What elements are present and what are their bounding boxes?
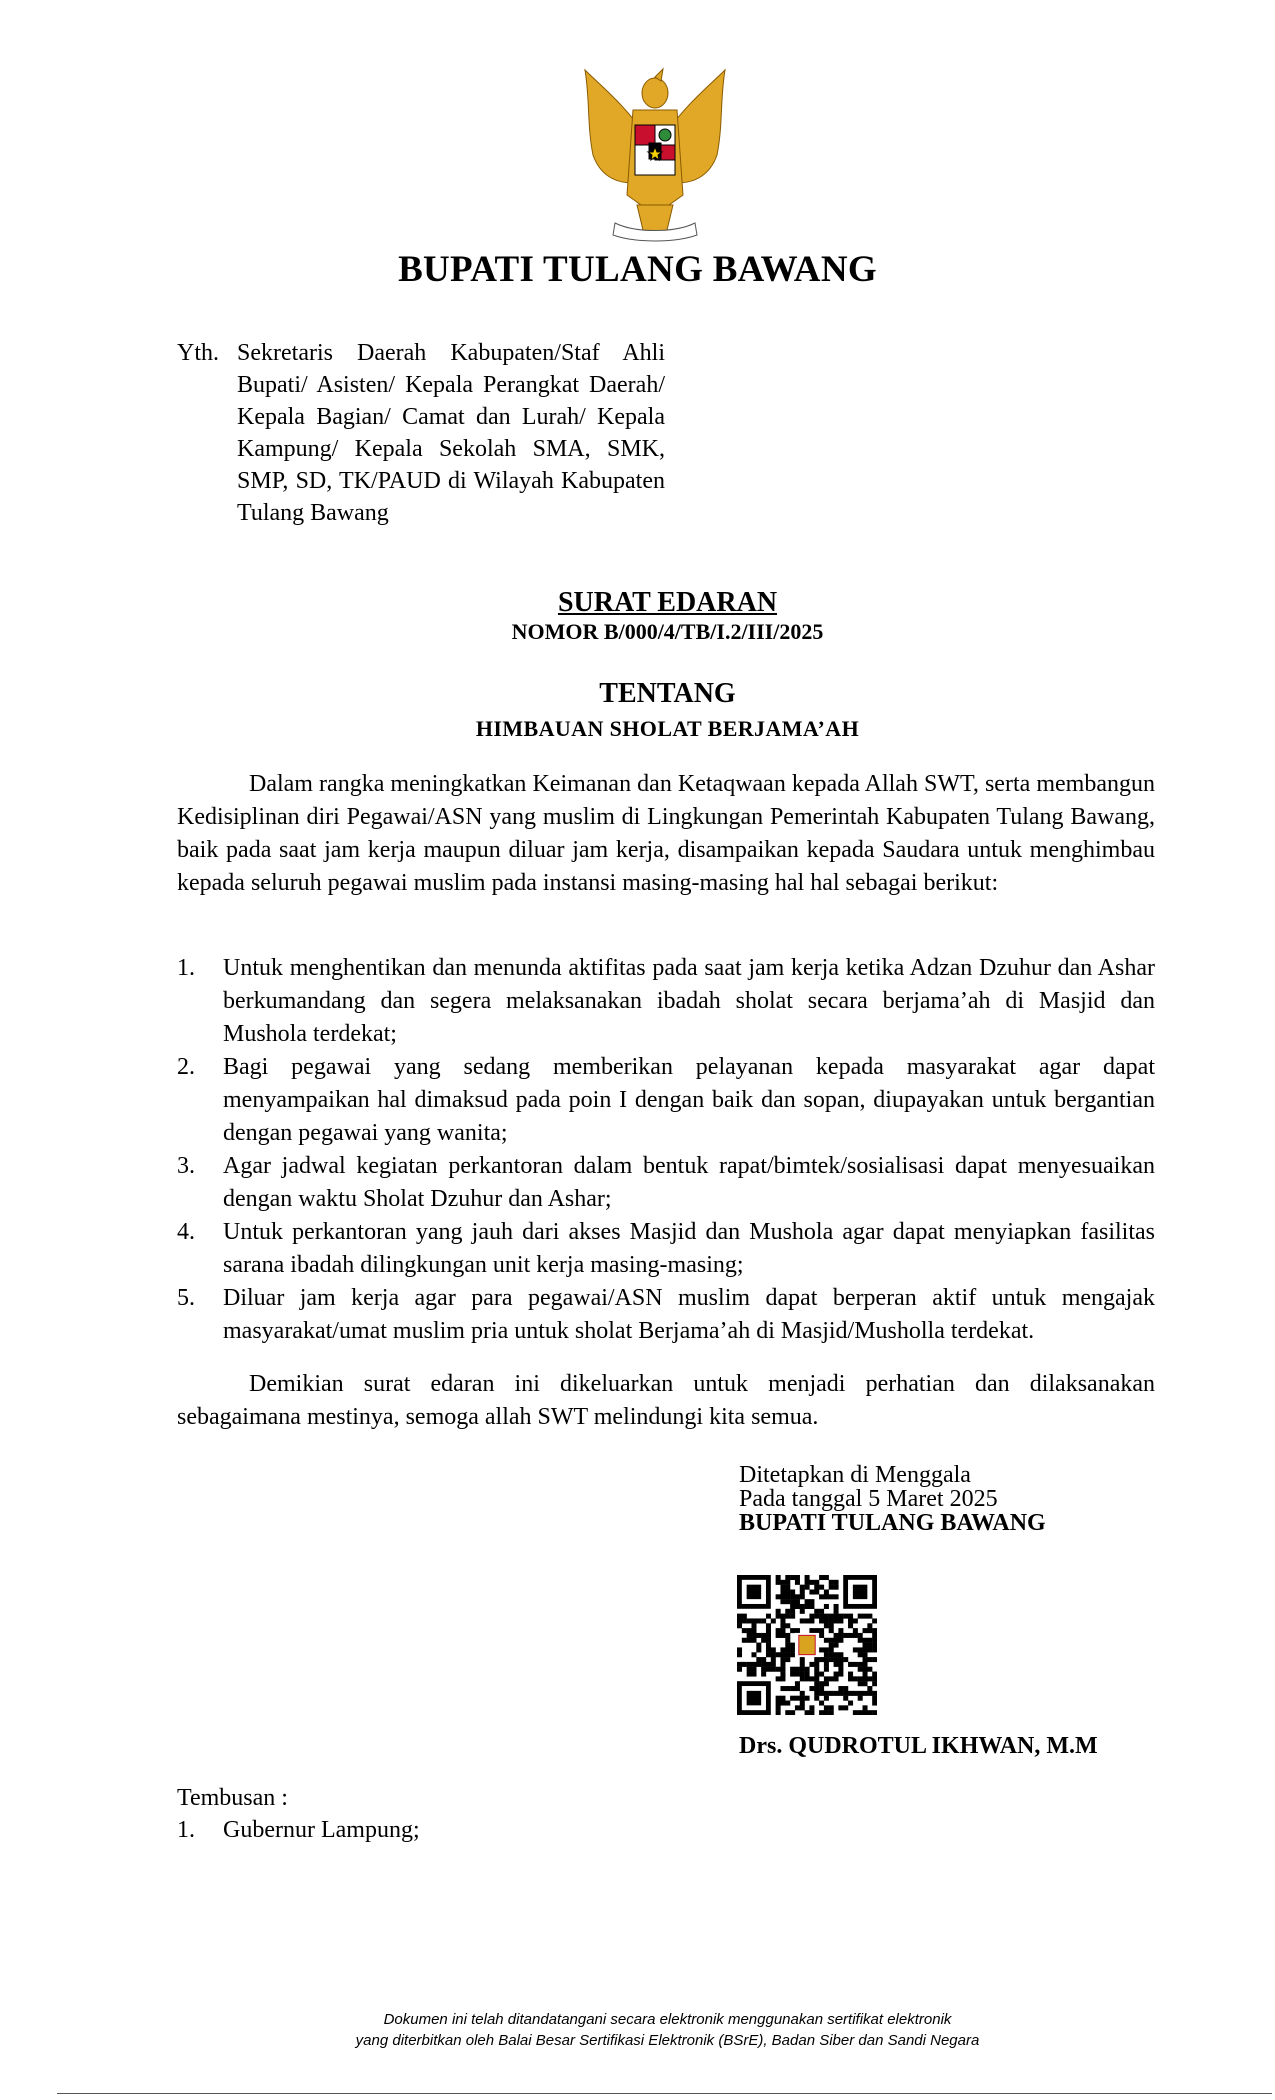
list-item-number: 4. [177,1219,195,1245]
qr-code-graphic [737,1575,877,1715]
document-type: SURAT EDARAN [557,587,778,618]
list-item [177,1282,1155,1348]
signature-block [739,1463,1046,1535]
signature-date: Pada tanggal 5 Maret 2025 [739,1486,998,1512]
intro-paragraph: Dalam rangka meningkatkan Keimanan dan Ketaqwaan kepada Allah SWT, serta membangun Kedisiplinan diri Pegawai/ASN yang muslim di Lingkungan Pemerintah Kabupaten Tulang Bawang, baik pada saat jam kerja maupun diluar jam kerja, disampaikan kepada Saudara untuk menghimbau kepada seluruh pegawai muslim pada instansi masing-masing hal hal sebagai berikut: [177,771,1155,896]
instruction-list [177,952,1155,1348]
footer-note [0,2009,1275,2051]
cc-item-number: 1. [177,1817,195,1843]
qr-code-icon [737,1575,877,1715]
closing-paragraph: Demikian surat edaran ini dikeluarkan untuk menjadi perhatian dan dilaksanakan sebagaimana mestinya, semoga allah SWT melindungi kita semua. [177,1371,1155,1430]
addressee-prefix: Yth. [177,340,219,366]
list-item [177,1051,1155,1150]
list-item-number: 5. [177,1285,195,1311]
list-item-number: 1. [177,955,195,981]
footer-line-2: yang diterbitkan oleh Balai Besar Sertifikasi Elektronik (BSrE), Badan Siber dan Sandi Negara [355,2032,980,2049]
list-item-text: Bagi pegawai yang sedang memberikan pelayanan kepada masyarakat agar dapat menyampaikan hal dimaksud pada poin I dengan baik dan sopan, diupayakan untuk bergantian dengan pegawai yang wanita; [223,1054,1155,1146]
cc-label: Tembusan : [177,1785,288,1811]
list-item [177,1216,1155,1282]
footer-line-1: Dokumen ini telah ditandatangani secara elektronik menggunakan sertifikat elektronik [383,2011,952,2028]
addressee-text: Sekretaris Daerah Kabupaten/Staf Ahli Bupati/ Asisten/ Kepala Perangkat Daerah/ Kepala Bagian/ Camat dan Lurah/ Kepala Kampung/ Kepala Sekolah SMA, SMK, SMP, SD, TK/PAUD di Wilayah Kabupaten Tulang Bawang [237,340,665,526]
list-item-text: Agar jadwal kegiatan perkantoran dalam bentuk rapat/bimtek/sosialisasi dapat menyesuaikan dengan waktu Sholat Dzuhur dan Ashar; [223,1153,1155,1212]
about-label: TENTANG [599,678,736,709]
list-item-text: Untuk menghentikan dan menunda aktifitas pada saat jam kerja ketika Adzan Dzuhur dan Ashar berkumandang dan segera melaksanakan ibadah sholat secara berjama’ah di Masjid dan Mushola terdekat; [223,955,1155,1047]
list-item [177,952,1155,1051]
document-number: NOMOR B/000/4/TB/I.2/III/2025 [511,619,824,644]
signer-name: Drs. QUDROTUL IKHWAN, M.M [739,1733,1098,1759]
list-item-number: 2. [177,1054,195,1080]
signature-office: BUPATI TULANG BAWANG [739,1510,1046,1536]
document-subject: HIMBAUAN SHOLAT BERJAMA’AH [475,716,860,741]
garuda-pancasila-emblem-icon [575,65,735,245]
list-item-text: Untuk perkantoran yang jauh dari akses Masjid dan Mushola agar dapat menyiapkan fasilitas sarana ibadah dilingkungan unit kerja masing-masing; [223,1219,1155,1278]
footer-divider [57,2093,1272,2094]
header-title: BUPATI TULANG BAWANG [398,249,877,290]
emblem-graphic [575,65,735,245]
list-item-text: Diluar jam kerja agar para pegawai/ASN muslim dapat berperan aktif untuk mengajak masyarakat/umat muslim pria untuk sholat Berjama’ah di Masjid/Musholla terdekat. [223,1285,1155,1344]
list-item-number: 3. [177,1153,195,1179]
cc-item-text: Gubernur Lampung; [223,1817,420,1843]
cc-list-item [177,1817,420,1844]
list-item [177,1150,1155,1216]
signature-place: Ditetapkan di Menggala [739,1462,971,1488]
